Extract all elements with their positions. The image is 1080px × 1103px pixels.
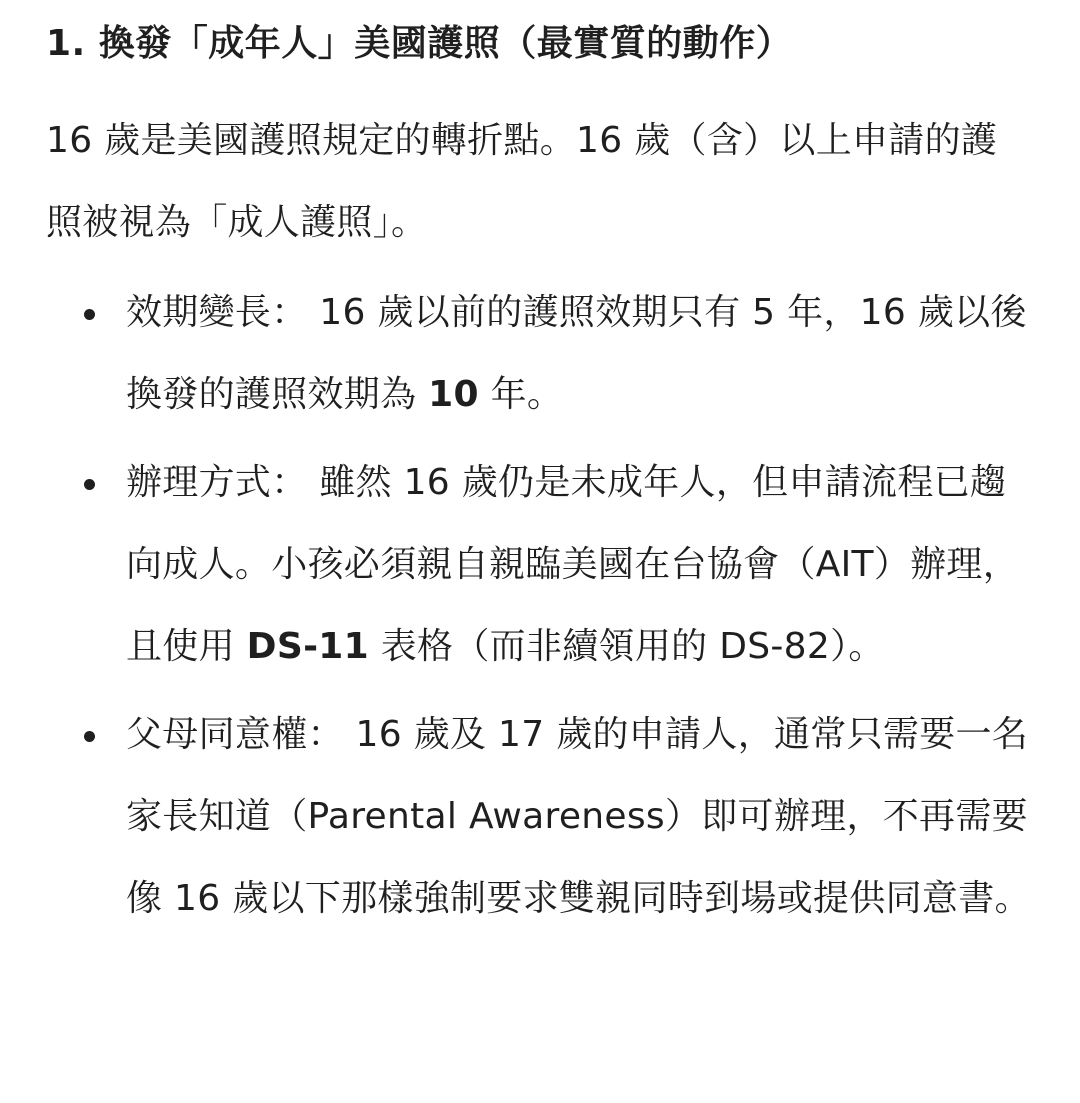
- bullet-text-part: 年。: [478, 374, 564, 415]
- bullet-text-part: 表格（而非續領用的 DS-82）。: [369, 626, 885, 667]
- bullet-text-bold: 10: [428, 374, 479, 415]
- bullet-text-part: 辦理方式： 雖然 16 歲仍是未成年人，但申請流程已趨向成人。小孩必須親自親臨美國在台協會（AIT）辦理，且使用: [126, 462, 1020, 667]
- bullet-text-part: 效期變長： 16 歲以前的護照效期只有 5 年，16 歲以後換發的護照效期為: [126, 292, 1027, 415]
- bullet-text-bold: DS-11: [246, 626, 370, 667]
- bullet-item-procedure: [46, 442, 1036, 688]
- bullet-dot-icon: [84, 309, 95, 320]
- bullet-list: [46, 272, 1040, 940]
- bullet-item-validity: [46, 272, 1036, 436]
- section-heading: 1. 換發「成年人」美國護照（最實質的動作）: [46, 23, 793, 64]
- bullet-dot-icon: [84, 731, 95, 742]
- bullet-item-consent: [46, 694, 1036, 940]
- bullet-text-part: 父母同意權： 16 歲及 17 歲的申請人，通常只需要一名家長知道（Parental Awareness）即可辦理，不再需要像 16 歲以下那樣強制要求雙親同時到場或提供同意書。: [126, 714, 1031, 919]
- intro-paragraph: 16 歲是美國護照規定的轉折點。16 歲（含）以上申請的護照被視為「成人護照」。: [46, 120, 998, 243]
- bullet-dot-icon: [84, 479, 95, 490]
